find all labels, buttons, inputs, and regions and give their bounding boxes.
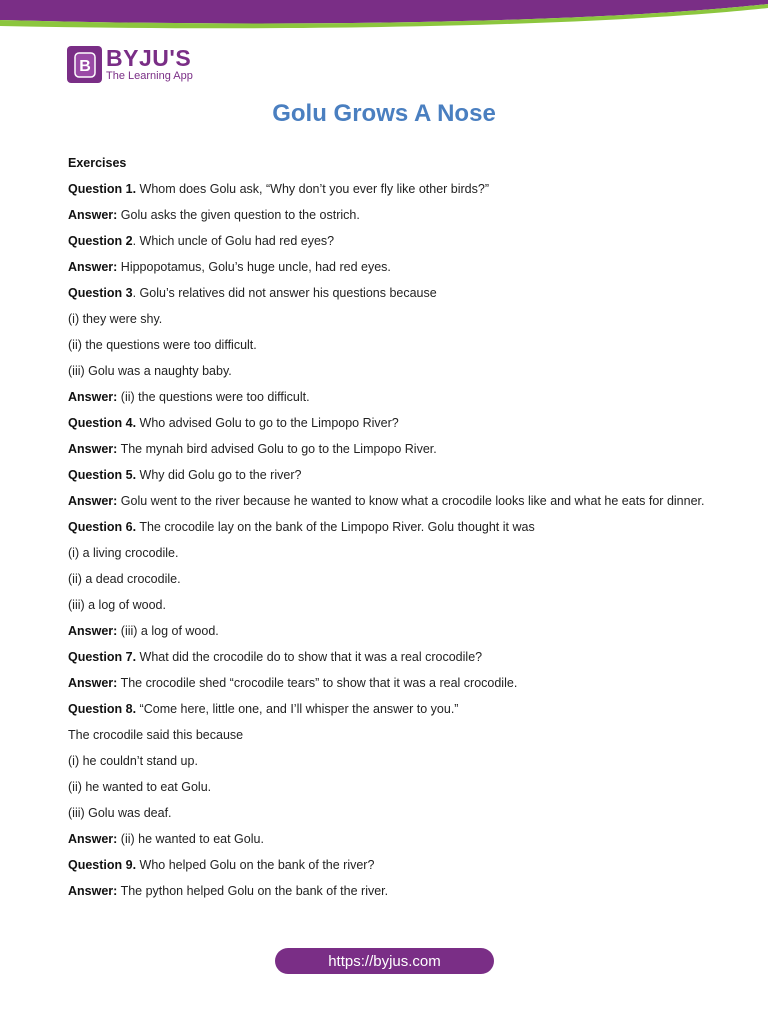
line-label: Question 1. bbox=[68, 182, 137, 196]
line-label: Question 3 bbox=[68, 286, 133, 300]
line-text: (ii) he wanted to eat Golu. bbox=[117, 832, 264, 846]
question-line bbox=[68, 702, 708, 717]
option-line bbox=[68, 364, 708, 379]
line-label: Question 6. bbox=[68, 520, 137, 534]
question-line bbox=[68, 286, 708, 301]
line-text: (i) a living crocodile. bbox=[68, 546, 179, 560]
answer-line bbox=[68, 884, 708, 899]
answer-line bbox=[68, 442, 708, 457]
line-text: Golu went to the river because he wanted to know what a crocodile looks like and what he eats for dinner. bbox=[117, 494, 705, 508]
option-line bbox=[68, 754, 708, 769]
line-text: The crocodile shed “crocodile tears” to show that it was a real crocodile. bbox=[117, 676, 518, 690]
exercise-content bbox=[68, 156, 708, 899]
question-line bbox=[68, 416, 708, 431]
line-label: Question 7. bbox=[68, 650, 137, 664]
line-label: Answer: bbox=[68, 676, 118, 690]
footer-url-link[interactable]: https://byjus.com bbox=[275, 948, 494, 974]
question-line bbox=[68, 650, 708, 665]
line-text: The crocodile said this because bbox=[68, 728, 244, 742]
line-text: (i) he couldn’t stand up. bbox=[68, 754, 198, 768]
line-label: Answer: bbox=[68, 884, 118, 898]
svg-text:B: B bbox=[78, 57, 91, 75]
answer-line bbox=[68, 390, 708, 405]
option-line bbox=[68, 780, 708, 795]
option-line bbox=[68, 312, 708, 327]
line-label: Answer: bbox=[68, 208, 118, 222]
line-text: (iii) a log of wood. bbox=[68, 598, 166, 612]
line-text: (ii) a dead crocodile. bbox=[68, 572, 181, 586]
brand-tagline: The Learning App bbox=[106, 70, 193, 82]
line-text: “Come here, little one, and I’ll whisper the answer to you.” bbox=[136, 702, 459, 716]
question-line bbox=[68, 858, 708, 873]
line-text: (ii) the questions were too difficult. bbox=[68, 338, 257, 352]
section-heading: Exercises bbox=[68, 156, 127, 170]
option-line bbox=[68, 546, 708, 561]
line-label: Question 9. bbox=[68, 858, 137, 872]
line-text: . Golu’s relatives did not answer his questions because bbox=[132, 286, 437, 300]
page-title: Golu Grows A Nose bbox=[272, 100, 496, 127]
line-label: Question 4. bbox=[68, 416, 137, 430]
line-label: Answer: bbox=[68, 390, 118, 404]
line-label: Answer: bbox=[68, 442, 118, 456]
question-line bbox=[68, 468, 708, 483]
line-text: (i) they were shy. bbox=[68, 312, 163, 326]
question-line bbox=[68, 520, 708, 535]
line-label: Answer: bbox=[68, 260, 118, 274]
line-text: (iii) Golu was a naughty baby. bbox=[68, 364, 232, 378]
line-label: Question 8. bbox=[68, 702, 137, 716]
answer-line bbox=[68, 260, 708, 275]
brand-name: BYJU'S bbox=[106, 45, 192, 71]
option-line bbox=[68, 338, 708, 353]
answer-line bbox=[68, 832, 708, 847]
line-text: (ii) he wanted to eat Golu. bbox=[68, 780, 212, 794]
line-text: (iii) Golu was deaf. bbox=[68, 806, 172, 820]
byjus-logo[interactable] bbox=[67, 46, 193, 83]
line-text: Hippopotamus, Golu’s huge uncle, had red eyes. bbox=[117, 260, 391, 274]
question-line bbox=[68, 234, 708, 249]
answer-line bbox=[68, 494, 708, 509]
line-text: The mynah bird advised Golu to go to the Limpopo River. bbox=[117, 442, 437, 456]
answer-line bbox=[68, 208, 708, 223]
line-text: Whom does Golu ask, “Why don’t you ever fly like other birds?” bbox=[136, 182, 489, 196]
line-text: Who helped Golu on the bank of the river? bbox=[136, 858, 375, 872]
line-label: Question 2 bbox=[68, 234, 133, 248]
line-label: Answer: bbox=[68, 494, 118, 508]
line-text: Golu asks the given question to the ostrich. bbox=[117, 208, 360, 222]
line-text: What did the crocodile do to show that it was a real crocodile? bbox=[136, 650, 483, 664]
line-label: Answer: bbox=[68, 624, 118, 638]
line-text: Who advised Golu to go to the Limpopo River? bbox=[136, 416, 399, 430]
qa-list bbox=[68, 182, 708, 899]
answer-line bbox=[68, 624, 708, 639]
line-text: Why did Golu go to the river? bbox=[136, 468, 302, 482]
answer-line bbox=[68, 676, 708, 691]
line-text: The python helped Golu on the bank of the river. bbox=[117, 884, 389, 898]
option-line bbox=[68, 572, 708, 587]
option-line bbox=[68, 806, 708, 821]
line-text: (ii) the questions were too difficult. bbox=[117, 390, 310, 404]
option-line bbox=[68, 728, 708, 743]
line-text: . Which uncle of Golu had red eyes? bbox=[132, 234, 335, 248]
line-text: (iii) a log of wood. bbox=[117, 624, 219, 638]
logo-mark-icon bbox=[67, 46, 102, 83]
line-text: The crocodile lay on the bank of the Limpopo River. Golu thought it was bbox=[136, 520, 535, 534]
line-label: Question 5. bbox=[68, 468, 137, 482]
question-line bbox=[68, 182, 708, 197]
option-line bbox=[68, 598, 708, 613]
line-label: Answer: bbox=[68, 832, 118, 846]
header-band bbox=[0, 0, 768, 30]
